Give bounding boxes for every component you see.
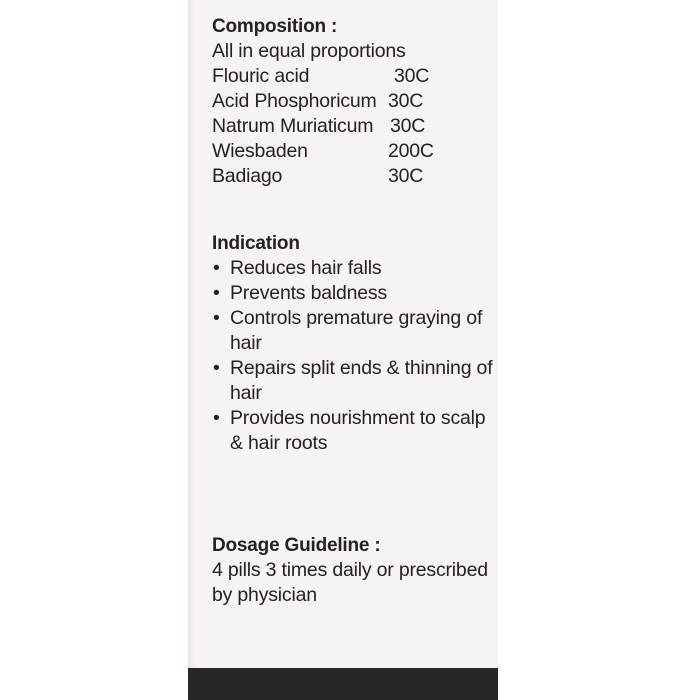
dosage-text: 4 pills 3 times daily or prescribed: [212, 559, 488, 581]
list-item-text: Prevents baldness: [230, 282, 388, 304]
ingredient-row: [212, 64, 492, 89]
indication-section: [212, 231, 492, 456]
ingredient-potency: 30C: [390, 115, 426, 137]
list-item-text: & hair roots: [230, 432, 328, 454]
ingredient-row: [212, 164, 492, 189]
ingredient-potency: 30C: [394, 65, 430, 87]
bullet-icon: •: [213, 307, 220, 329]
list-item: [212, 281, 492, 306]
ingredient-row: [212, 89, 492, 114]
list-item-text: Provides nourishment to scalp: [230, 407, 486, 429]
list-item: [212, 356, 492, 406]
composition-heading: Composition :: [212, 16, 338, 37]
dosage-text: by physician: [212, 584, 317, 606]
bullet-icon: •: [213, 357, 220, 379]
list-item-text: Reduces hair falls: [230, 257, 382, 279]
ingredient-name: Flouric acid: [212, 65, 310, 87]
list-item: [212, 306, 492, 356]
list-item-text: Controls premature graying of: [230, 307, 483, 329]
label-text-block: [212, 14, 492, 608]
composition-intro: All in equal proportions: [212, 40, 406, 62]
ingredient-potency: 30C: [388, 165, 424, 187]
list-item: [212, 406, 492, 456]
ingredient-row: [212, 139, 492, 164]
ingredient-row: [212, 114, 492, 139]
ingredient-potency: 30C: [388, 90, 424, 112]
package-bottom-band: [188, 668, 498, 700]
bullet-icon: •: [213, 257, 220, 279]
ingredient-name: Badiago: [212, 165, 283, 187]
list-item-text: hair: [230, 382, 262, 404]
dosage-section: [212, 533, 492, 608]
ingredient-potency: 200C: [388, 140, 434, 162]
list-item-text: hair: [230, 332, 262, 354]
indication-heading: Indication: [212, 233, 300, 254]
ingredient-name: Acid Phosphoricum: [212, 90, 377, 112]
composition-section: [212, 14, 492, 189]
bullet-icon: •: [213, 407, 220, 429]
ingredient-name: Wiesbaden: [212, 140, 308, 162]
list-item-text: Repairs split ends & thinning of: [230, 357, 493, 379]
ingredient-name: Natrum Muriaticum: [212, 115, 374, 137]
dosage-heading: Dosage Guideline :: [212, 535, 381, 556]
list-item: [212, 256, 492, 281]
indication-list: [212, 256, 492, 456]
bullet-icon: •: [213, 282, 220, 304]
